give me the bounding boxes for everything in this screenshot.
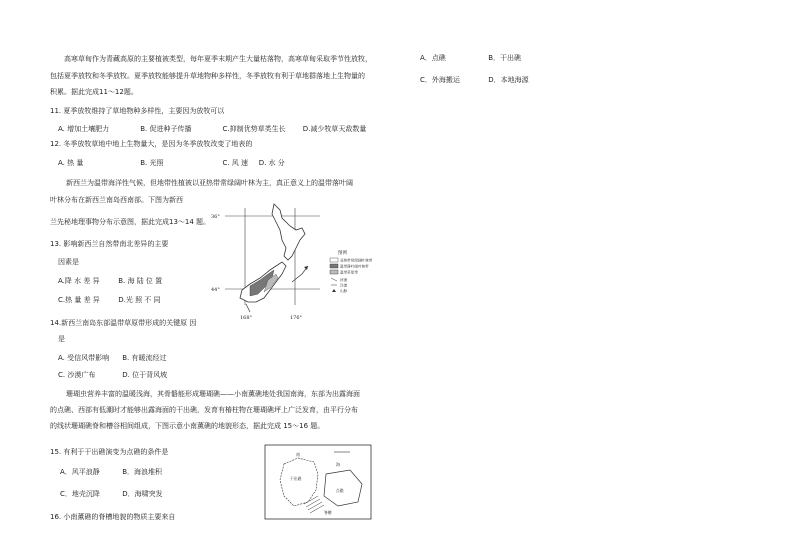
reef-label-ridge-groove: 脊槽 bbox=[324, 510, 332, 515]
passage-1-line-2: 包括夏季放牧和冬季放牧。夏季放牧能够提升草地物种多样性，冬季放牧有利于草地群落地上生物量的 bbox=[50, 72, 365, 80]
passage-2-line-1: 新西兰为温带海洋性气候，但地带性植被以亚热带常绿阔叶林为主，真正意义上的温带落叶阔 bbox=[66, 179, 353, 187]
lon-label-176: 176° bbox=[290, 315, 303, 321]
wind-arrow bbox=[246, 304, 250, 312]
question-13-stem-1: 13. 影响新西兰自然带南北差异的主要 bbox=[50, 240, 169, 248]
passage-2-line-3: 兰先秘地理事物分布示意图，据此完成13～14 题。 bbox=[50, 218, 211, 226]
q11-option-d[interactable]: D.减少牧草天敌数量 bbox=[302, 125, 367, 133]
question-11-stem: 11. 夏季放牧维持了草地物种多样性，主要因为放牧可以 bbox=[50, 107, 225, 115]
legend-item-grassland: 温带草原带 bbox=[340, 270, 358, 275]
q11-option-b[interactable]: B. 促进种子传播 bbox=[140, 125, 192, 133]
passage-2-line-2: 叶林分布在新西兰南岛西南部。下图为新西 bbox=[50, 196, 183, 204]
q15-option-b[interactable]: B．海浪堆积 bbox=[122, 468, 163, 476]
question-11-options bbox=[58, 126, 366, 133]
legend-swatch-grassland bbox=[330, 270, 338, 274]
question-13-stem-2: 因素是 bbox=[58, 258, 79, 266]
question-13-options-row-2 bbox=[58, 297, 161, 304]
q15-option-c[interactable]: C．地壳沉降 bbox=[60, 490, 100, 498]
question-15-options-row-1 bbox=[60, 469, 162, 476]
question-16-options-row-2 bbox=[420, 77, 529, 84]
legend-item-subtropical: 亚热带常绿阔叶林带 bbox=[340, 258, 373, 263]
legend-title: 图例 bbox=[338, 251, 347, 256]
legend-item-mountain: 山脉 bbox=[340, 289, 348, 293]
reef-label-point-reef: 点礁 bbox=[336, 488, 344, 493]
passage-3-line-3: 的线状珊瑚礁脊和槽谷相间组成，下图示意小南薰礁的地貌形态，据此完成 15～16 题。 bbox=[50, 422, 325, 430]
question-16-stem: 16. 小南薰礁的脊槽地貌的物质主要来自 bbox=[50, 513, 176, 521]
new-zealand-map bbox=[210, 200, 380, 325]
reef-label-hai: 海 bbox=[336, 462, 340, 467]
q16-option-a[interactable]: A．点礁 bbox=[420, 54, 446, 62]
q14-option-a[interactable]: A. 受信风带影响 bbox=[58, 354, 110, 362]
q16-option-b[interactable]: B．干出礁 bbox=[488, 54, 522, 62]
question-15-options-row-2 bbox=[60, 491, 163, 498]
q11-option-a[interactable]: A. 增加土壤肥力 bbox=[58, 125, 110, 133]
q15-option-d[interactable]: D．海啸突发 bbox=[122, 490, 163, 498]
q14-option-b[interactable]: B. 有暖流经过 bbox=[122, 354, 167, 362]
question-13-options-row-1 bbox=[58, 278, 162, 285]
reef-map bbox=[264, 444, 372, 520]
q16-option-d[interactable]: D．本地海源 bbox=[488, 76, 529, 84]
lon-label-168: 168° bbox=[240, 315, 253, 321]
lat-label-36: 36° bbox=[211, 214, 220, 220]
question-14-stem-2: 是 bbox=[58, 335, 65, 343]
q13-option-c[interactable]: C.热 量 差 异 bbox=[58, 296, 100, 304]
question-14-stem-1: 14.新西兰南岛东部温带草原带形成的关键原 因 bbox=[50, 319, 197, 327]
legend-item-current: 洋流 bbox=[340, 283, 348, 288]
q12-option-c[interactable]: C. 风 速 bbox=[222, 159, 249, 167]
question-14-options-row-1 bbox=[58, 355, 167, 362]
legend-symbol-river bbox=[331, 278, 337, 281]
question-12-options bbox=[58, 160, 285, 167]
passage-3-line-1: 珊瑚虫营养丰富的温暖浅海，其骨骼能形成珊瑚礁——小南薰礁地处我国南海，东部为出露海面 bbox=[66, 390, 360, 398]
q12-option-b[interactable]: B. 光照 bbox=[140, 159, 164, 167]
question-14-options-row-2 bbox=[58, 372, 167, 379]
reef-label-dry-reef: 干出礁 bbox=[290, 476, 302, 481]
q13-option-d[interactable]: D.光 照 不 同 bbox=[118, 296, 161, 304]
q14-option-c[interactable]: C. 沙漠广布 bbox=[58, 371, 96, 379]
passage-1-line-3: 积累。据此完成11～12题。 bbox=[50, 88, 138, 96]
reef-label-nan: 南 bbox=[296, 452, 300, 457]
q14-option-d[interactable]: D. 位于背风坡 bbox=[122, 371, 168, 379]
legend-item-river: 河流 bbox=[340, 278, 348, 282]
legend-swatch-deciduous bbox=[330, 264, 338, 268]
legend-item-deciduous: 温带落叶阔叶林带 bbox=[340, 264, 369, 269]
question-15-stem: 15. 有利于干出礁演变为点礁的条件是 bbox=[50, 448, 169, 456]
north-island-shape bbox=[272, 204, 305, 260]
q13-option-a[interactable]: A.降 水 差 异 bbox=[58, 277, 100, 285]
legend-swatch-subtropical bbox=[330, 258, 338, 262]
q16-option-c[interactable]: C．外海搬运 bbox=[420, 76, 460, 84]
passage-3-line-2: 的点礁、西部有低潮时才能够出露海面的干出礁，发育有椿柱物在珊瑚礁坪上广泛发育，由平行分布 bbox=[50, 406, 358, 414]
lat-label-44: 44° bbox=[211, 287, 220, 293]
q12-option-d[interactable]: D. 水 分 bbox=[258, 159, 285, 167]
q15-option-a[interactable]: A．风平浪静 bbox=[60, 468, 100, 476]
legend-symbol-mountain bbox=[332, 289, 336, 292]
q12-option-a[interactable]: A. 热 量 bbox=[58, 159, 84, 167]
passage-1-line-1: 高寒草甸作为青藏高原的主要植被类型，每年夏季末期产生大量枯落物，高寒草甸采取季节性放牧， bbox=[64, 55, 372, 63]
question-12-stem: 12. 冬季放牧草地中地上生物量大，是因为冬季放牧改变了地表的 bbox=[50, 140, 253, 148]
q11-option-c[interactable]: C.抑制优势草类生长 bbox=[222, 125, 286, 133]
q13-option-b[interactable]: B. 海 陆 位 置 bbox=[118, 277, 163, 285]
question-16-options-row-1 bbox=[420, 55, 521, 62]
current-arrowhead bbox=[304, 266, 308, 270]
